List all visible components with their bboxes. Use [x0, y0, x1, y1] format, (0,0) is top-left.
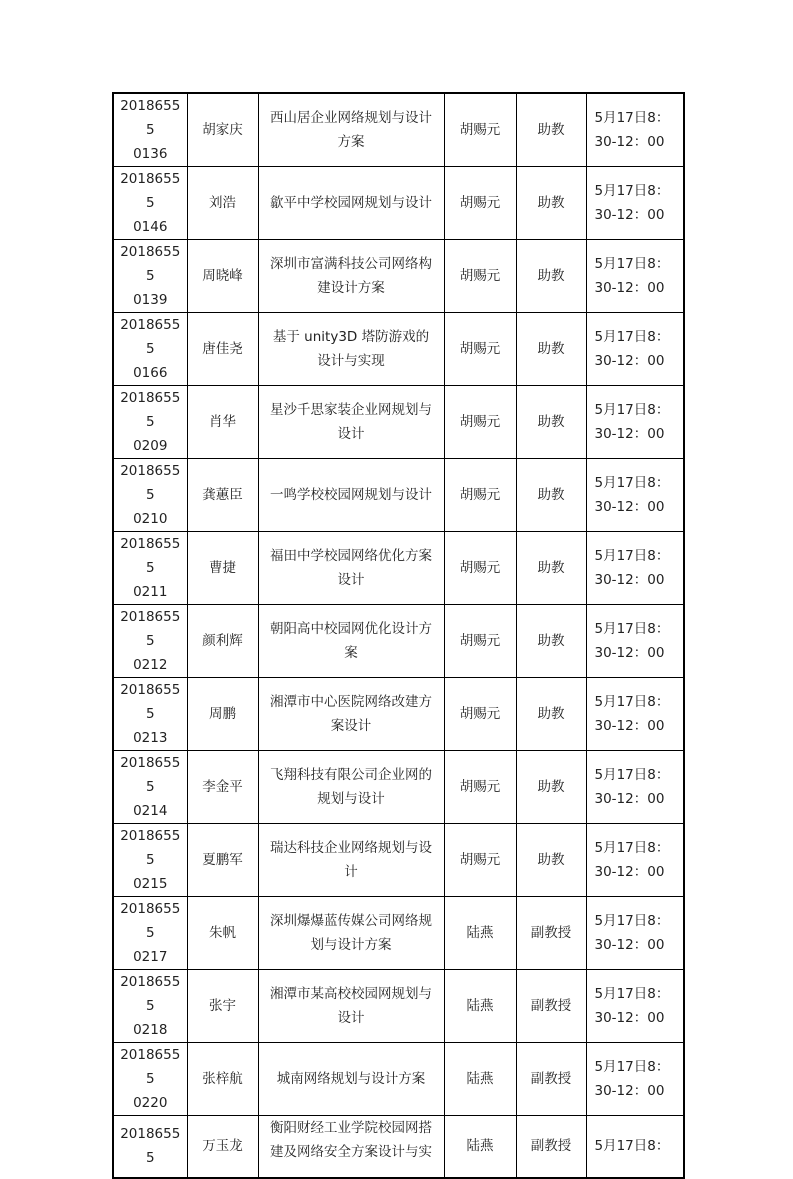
advisor-cell [444, 459, 516, 532]
student-name: 万玉龙 [202, 1138, 243, 1155]
student-id-cell [113, 532, 187, 605]
advisor-name: 胡赐元 [459, 414, 501, 430]
student-id-part1: 20186555 [120, 828, 181, 868]
student-id-part2: 0211 [133, 584, 168, 600]
defense-time-cell [586, 459, 684, 532]
student-id-cell [113, 313, 187, 386]
advisor-name: 胡赐元 [459, 560, 501, 576]
table-row [113, 824, 684, 897]
defense-time-part2: 30-12：00 [594, 207, 665, 223]
thesis-topic: 衡阳财经工业学院校园网搭建及网络安全方案设计与实 [270, 1120, 432, 1160]
advisor-name: 胡赐元 [459, 779, 501, 795]
student-id-part2: 0209 [133, 438, 168, 454]
advisor-name: 陆燕 [466, 1071, 494, 1087]
student-name-cell [187, 459, 258, 532]
student-id-part1: 20186555 [120, 682, 181, 722]
student-id-cell [113, 459, 187, 532]
advisor-rank-cell [516, 751, 586, 824]
advisor-rank-cell [516, 970, 586, 1043]
advisor-name: 胡赐元 [459, 341, 501, 357]
advisor-cell [444, 93, 516, 167]
student-id-cell [113, 1043, 187, 1116]
defense-time-part1: 5月17日8： [594, 475, 670, 491]
student-id-cell [113, 93, 187, 167]
defense-time-part1: 5月17日8： [594, 694, 670, 710]
defense-time-cell [586, 532, 684, 605]
student-id-part1: 20186555 [120, 244, 181, 284]
student-id-part1: 20186555 [120, 974, 181, 1014]
defense-time-part1: 5月17日8： [594, 329, 670, 345]
student-id-part2: 0210 [133, 511, 168, 527]
advisor-rank-cell [516, 459, 586, 532]
thesis-topic-cell [258, 678, 444, 751]
table-row [113, 970, 684, 1043]
thesis-topic: 西山居企业网络规划与设计方案 [270, 110, 432, 150]
defense-time-part2: 30-12：00 [594, 1010, 665, 1026]
advisor-rank: 助教 [537, 195, 565, 211]
student-name: 朱帆 [209, 925, 236, 941]
student-id-part1: 20186555 [120, 463, 181, 503]
defense-time-cell [586, 93, 684, 167]
student-id-part1: 20186555 [120, 536, 181, 576]
advisor-name: 陆燕 [466, 925, 494, 941]
student-id-cell [113, 897, 187, 970]
student-id-cell [113, 970, 187, 1043]
defense-time-part2: 30-12：00 [594, 864, 665, 880]
student-name: 夏鹏军 [202, 852, 243, 868]
student-name: 颜利辉 [202, 633, 243, 649]
advisor-rank-cell [516, 313, 586, 386]
defense-time-part1: 5月17日8： [594, 256, 670, 272]
student-name-cell [187, 751, 258, 824]
table-row [113, 240, 684, 313]
student-id-part1: 20186555 [120, 317, 181, 357]
student-name-cell [187, 386, 258, 459]
student-name: 李金平 [202, 779, 243, 795]
advisor-cell [444, 386, 516, 459]
defense-time-part1: 5月17日8： [594, 840, 670, 856]
advisor-rank: 助教 [537, 268, 565, 284]
advisor-name: 胡赐元 [459, 122, 501, 138]
thesis-topic: 一鸣学校校园网规划与设计 [270, 487, 432, 503]
defense-time-cell [586, 1043, 684, 1116]
defense-time-part1: 5月17日8： [594, 548, 670, 564]
defense-time-cell [586, 824, 684, 897]
advisor-cell [444, 678, 516, 751]
advisor-rank: 助教 [537, 341, 565, 357]
advisor-cell [444, 824, 516, 897]
advisor-rank-cell [516, 532, 586, 605]
table-row [113, 386, 684, 459]
advisor-rank: 助教 [537, 414, 565, 430]
student-id-part2: 0215 [133, 876, 168, 892]
defense-time-part2: 30-12：00 [594, 353, 665, 369]
defense-time-cell [586, 678, 684, 751]
advisor-name: 胡赐元 [459, 487, 501, 503]
advisor-name: 陆燕 [466, 1138, 494, 1155]
defense-time-part2: 30-12：00 [594, 280, 665, 296]
thesis-topic-cell [258, 751, 444, 824]
thesis-topic: 朝阳高中校园网优化设计方案 [270, 621, 432, 661]
defense-time-part1: 5月17日8： [594, 183, 670, 199]
advisor-name: 胡赐元 [459, 852, 501, 868]
defense-time-part1: 5月17日8： [594, 767, 670, 783]
thesis-topic-cell [258, 313, 444, 386]
table-row [113, 313, 684, 386]
advisor-name: 胡赐元 [459, 268, 501, 284]
thesis-topic: 瑞达科技企业网络规划与设计 [270, 840, 432, 880]
student-id-part2: 0166 [133, 365, 168, 381]
student-id-part2: 0217 [133, 949, 168, 965]
table-row [113, 532, 684, 605]
defense-time-cell [586, 605, 684, 678]
student-name: 周晓峰 [202, 268, 243, 284]
defense-time-part1: 5月17日8： [594, 621, 670, 637]
advisor-cell [444, 605, 516, 678]
advisor-rank: 助教 [537, 560, 565, 576]
student-name-cell [187, 93, 258, 167]
defense-time-part1: 5月17日8： [594, 1059, 670, 1075]
defense-time-cell [586, 897, 684, 970]
advisor-rank: 助教 [537, 852, 565, 868]
advisor-cell [444, 751, 516, 824]
advisor-rank-cell [516, 1043, 586, 1116]
thesis-topic-cell [258, 1116, 444, 1178]
student-id-part1: 20186555 [120, 171, 181, 211]
defense-time-part2: 30-12：00 [594, 572, 665, 588]
defense-time-part2: 30-12：00 [594, 499, 665, 515]
defense-time-cell [586, 970, 684, 1043]
student-name-cell [187, 167, 258, 240]
table-body [113, 93, 684, 1178]
student-name-cell [187, 313, 258, 386]
student-id-part1: 20186555 [120, 609, 181, 649]
defense-time-cell [586, 313, 684, 386]
advisor-rank: 副教授 [530, 925, 572, 941]
student-id-cell [113, 824, 187, 897]
defense-schedule-table [112, 92, 685, 1179]
advisor-name: 胡赐元 [459, 633, 501, 649]
advisor-rank: 助教 [537, 487, 565, 503]
advisor-cell [444, 897, 516, 970]
thesis-topic: 湘潭市某高校校园网规划与设计 [270, 986, 432, 1026]
student-id-cell [113, 386, 187, 459]
defense-time-cell [586, 386, 684, 459]
advisor-rank: 副教授 [530, 1138, 572, 1155]
advisor-rank-cell [516, 1116, 586, 1178]
student-name-cell [187, 532, 258, 605]
student-id-part2: 0214 [133, 803, 168, 819]
student-name: 胡家庆 [202, 122, 243, 138]
advisor-rank: 副教授 [530, 998, 572, 1014]
advisor-rank-cell [516, 605, 586, 678]
thesis-topic-cell [258, 532, 444, 605]
student-name: 龚蕙臣 [202, 487, 243, 503]
thesis-topic-cell [258, 386, 444, 459]
student-id-cell [113, 678, 187, 751]
student-id-part2: 0213 [133, 730, 168, 746]
table-row [113, 167, 684, 240]
student-name: 刘浩 [209, 195, 236, 211]
student-id-part2: 0139 [133, 292, 168, 308]
thesis-topic-cell [258, 605, 444, 678]
student-id-part2: 0220 [133, 1095, 168, 1111]
advisor-rank: 助教 [537, 779, 565, 795]
table-row [113, 605, 684, 678]
thesis-topic-cell [258, 459, 444, 532]
student-name: 周鹏 [209, 706, 236, 722]
defense-time-cell [586, 240, 684, 313]
defense-time-part1: 5月17日8： [594, 402, 670, 418]
advisor-rank-cell [516, 240, 586, 313]
advisor-rank: 助教 [537, 122, 565, 138]
advisor-rank-cell [516, 167, 586, 240]
student-id-part1: 20186555 [120, 390, 181, 430]
defense-time-part1: 5月17日8： [594, 110, 670, 126]
thesis-topic: 湘潭市中心医院网络改建方案设计 [270, 694, 432, 734]
thesis-topic-cell [258, 1043, 444, 1116]
thesis-topic: 飞翔科技有限公司企业网的规划与设计 [270, 767, 432, 807]
student-id-part2: 0212 [133, 657, 168, 673]
student-name-cell [187, 678, 258, 751]
student-id-cell [113, 751, 187, 824]
student-id-part2: 0136 [133, 146, 168, 162]
thesis-topic: 歙平中学校园网规划与设计 [270, 195, 432, 211]
student-id-part2: 0218 [133, 1022, 168, 1038]
student-id-part1: 20186555 [120, 755, 181, 795]
defense-time-part2: 30-12：00 [594, 791, 665, 807]
defense-time-part2: 30-12：00 [594, 426, 665, 442]
table-row [113, 459, 684, 532]
defense-time-part2: 30-12：00 [594, 1083, 665, 1099]
student-id-cell [113, 167, 187, 240]
thesis-topic: 星沙千思家装企业网规划与设计 [270, 402, 432, 442]
student-id-cell [113, 240, 187, 313]
student-id-cell [113, 1116, 187, 1178]
thesis-topic-cell [258, 167, 444, 240]
table-row [113, 678, 684, 751]
defense-time-part1: 5月17日8： [594, 1138, 670, 1155]
advisor-rank: 助教 [537, 633, 565, 649]
advisor-rank-cell [516, 897, 586, 970]
advisor-name: 胡赐元 [459, 195, 501, 211]
thesis-topic-cell [258, 240, 444, 313]
thesis-topic-cell [258, 824, 444, 897]
student-name: 张梓航 [202, 1071, 243, 1087]
defense-time-part2: 30-12：00 [594, 718, 665, 734]
table-row [113, 897, 684, 970]
thesis-topic: 福田中学校园网络优化方案设计 [270, 548, 432, 588]
advisor-cell [444, 313, 516, 386]
thesis-topic: 基于 unity3D 塔防游戏的设计与实现 [272, 329, 430, 369]
advisor-cell [444, 970, 516, 1043]
table-row [113, 93, 684, 167]
advisor-rank-cell [516, 93, 586, 167]
defense-time-cell [586, 1116, 684, 1178]
advisor-rank-cell [516, 678, 586, 751]
defense-time-cell [586, 167, 684, 240]
student-id-part1: 20186555 [120, 901, 181, 941]
defense-time-cell [586, 751, 684, 824]
advisor-name: 陆燕 [466, 998, 494, 1014]
thesis-topic-cell [258, 93, 444, 167]
student-id-part2: 0146 [133, 219, 168, 235]
advisor-rank-cell [516, 386, 586, 459]
student-name-cell [187, 1116, 258, 1178]
student-name: 肖华 [209, 414, 236, 430]
student-name: 曹捷 [209, 560, 236, 576]
student-name-cell [187, 240, 258, 313]
advisor-cell [444, 167, 516, 240]
advisor-name: 胡赐元 [459, 706, 501, 722]
thesis-topic: 城南网络规划与设计方案 [276, 1071, 426, 1087]
advisor-cell [444, 240, 516, 313]
student-name-cell [187, 1043, 258, 1116]
defense-time-part2: 30-12：00 [594, 134, 665, 150]
student-name-cell [187, 605, 258, 678]
defense-time-part1: 5月17日8： [594, 986, 670, 1002]
defense-time-part2: 30-12：00 [594, 937, 665, 953]
defense-time-part2: 30-12：00 [594, 645, 665, 661]
advisor-rank: 副教授 [530, 1071, 572, 1087]
student-name: 唐佳尧 [202, 341, 243, 357]
student-id-part1: 20186555 [120, 1126, 181, 1167]
thesis-topic: 深圳爆爆蓝传媒公司网络规划与设计方案 [270, 913, 432, 953]
student-name-cell [187, 970, 258, 1043]
advisor-cell [444, 1043, 516, 1116]
student-id-part1: 20186555 [120, 1047, 181, 1087]
thesis-topic: 深圳市富满科技公司网络构建设计方案 [270, 256, 432, 296]
advisor-rank: 助教 [537, 706, 565, 722]
thesis-topic-cell [258, 897, 444, 970]
defense-time-part1: 5月17日8： [594, 913, 670, 929]
student-name: 张宇 [209, 998, 236, 1014]
advisor-rank-cell [516, 824, 586, 897]
student-id-cell [113, 605, 187, 678]
student-name-cell [187, 897, 258, 970]
student-name-cell [187, 824, 258, 897]
advisor-cell [444, 532, 516, 605]
table-row [113, 751, 684, 824]
table-row [113, 1116, 684, 1178]
table-row [113, 1043, 684, 1116]
student-id-part1: 20186555 [120, 98, 181, 138]
thesis-topic-cell [258, 970, 444, 1043]
advisor-cell [444, 1116, 516, 1178]
